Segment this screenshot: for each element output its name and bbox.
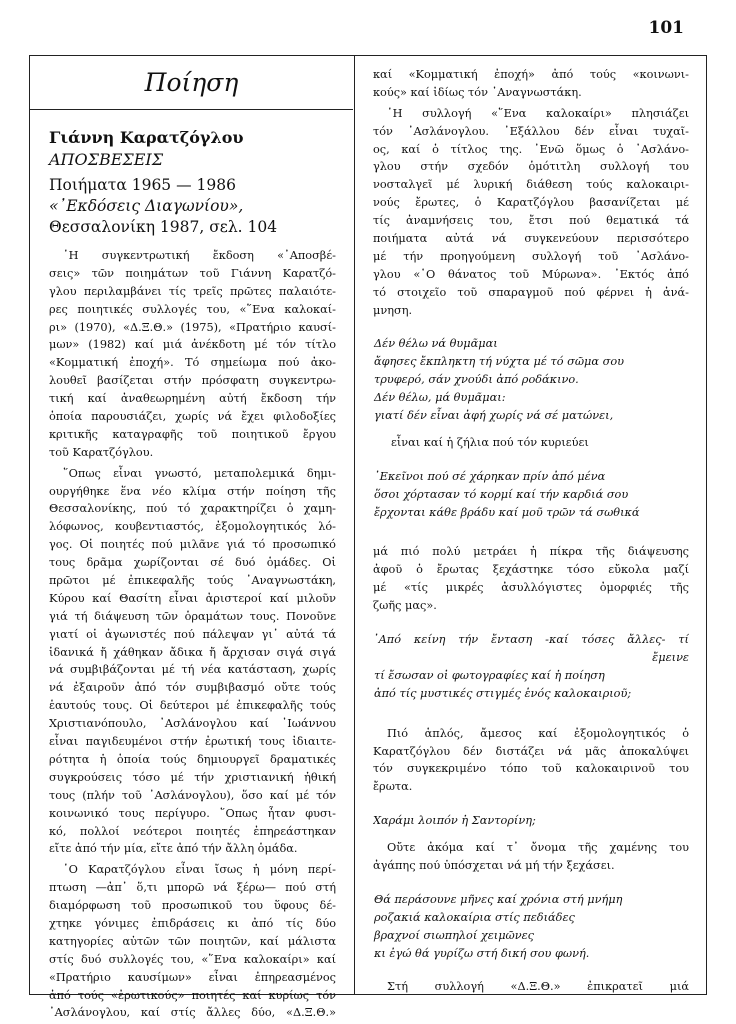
poem-line: ᾿Από κείνη τήν ἔνταση -καί τόσες ἄλλες- τί <box>373 633 689 647</box>
text-line: λόφωνος, κουβεντιαστός, ἐξομολογητικός λό- <box>49 520 336 534</box>
book-subtitle: Ποιήματα 1965 — 1986 <box>49 176 236 194</box>
text-line: τους δρᾶμα χωρίζονται σέ δυό ὁμάδες. Οἱ <box>49 556 336 570</box>
text-line: Πιό ἁπλός, ἄμεσος καί ἐξομολογητικός ὁ <box>387 726 689 740</box>
text-line: λουθεῖ βασίζεται στήν πρόσφατη συγκεντρω- <box>49 374 336 388</box>
text-line: μέ «τίς μικρές ἀσυλλόγιστες ὀμορφιές τῆς <box>373 581 689 595</box>
text-line: τίς ἀναμνήσεις του, ἔτσι πού θεματικά τά <box>373 214 689 228</box>
poem-line: βραχνοί σιωπηλοί χειμῶνες <box>374 928 535 942</box>
book-place-date: Θεσσαλονίκη 1987, σελ. 104 <box>49 218 278 236</box>
text-line: ῾Η συλλογή «῞Ενα καλοκαίρι» πλησιάζει <box>387 106 689 120</box>
text-line: γλου περιλαμβάνει τίς τρεῖς πρῶτες παλαιότε- <box>49 284 336 298</box>
text-line: εἶναι παγιδευμένοι στήν ἐρωτική τους ἰδιαιτε- <box>49 735 336 749</box>
text-line: ἰδανικά ἤ χάθηκαν ἄδικα ἤ ἄρχισαν σιγά σιγά <box>49 645 336 659</box>
text-line: νούς ἔρωτες, ὁ Καρατζόγλου βασανίζεται μέ <box>373 196 689 210</box>
text-line: τόν συγκεκριμένο τόπο τοῦ καλοκαιρινοῦ του <box>373 762 689 776</box>
quote-line: Χαράμι λοιπόν ἡ Σαντορίνη; <box>373 814 536 828</box>
text-line: νά συμβιβάζονται μέ τή νέα κατάσταση, χωρίς <box>49 663 336 677</box>
poem-line: Δέν θέλω νά θυμᾶμαι <box>374 337 498 351</box>
text-line: Χριστιανόπουλο, ᾿Ασλάνογλου καί ᾿Ιωάννου <box>49 717 336 731</box>
review-author: Γιάννη Καρατζόγλου <box>49 128 244 147</box>
text-line: ποιήματα αὐτά νά συγκενεύουν περισσότερο <box>373 232 689 246</box>
text-line: ος, καί ὁ τίτλος της. ᾿Ενῶ ὅμως ὁ ᾿Ασλάνο- <box>373 142 689 156</box>
text-line: γλου «῾Ο θάνατος τοῦ Μύρωνα». ᾿Εκτός ἀπό <box>373 267 689 281</box>
poem-line: Δέν θέλω, μά θυμᾶμαι: <box>374 391 506 405</box>
left-paragraph <box>49 247 336 462</box>
text-line: τό στοιχεῖο τοῦ σπαραγμοῦ πού φέρνει ἡ ἀνά- <box>373 285 689 299</box>
text-line: κριτικῆς καταγραφῆς τοῦ ποιητικοῦ ἔργου <box>49 427 336 441</box>
text-line: Οὔτε ἀκόμα καί τ᾿ ὄνομα τῆς χαμένης του <box>387 841 689 855</box>
text-line: ἔρωτα. <box>373 780 413 794</box>
text-line: μά πιό πολύ μετράει ἡ πίκρα τῆς διάψευσης <box>373 545 689 559</box>
poem-line: τρυφερό, σάν χνούδι ἀπό ροδάκινο. <box>374 373 579 387</box>
poem-line: ροζακιά καλοκαίρια στίς πεδιάδες <box>374 910 575 924</box>
text-line: χτηκε γόνιμες ἐπιδράσεις κι ἀπό τίς δύο <box>49 916 336 930</box>
poem-line: ἄφησες ἔκπληκτη τή νύχτα μέ τό σῶμα σου <box>374 355 624 369</box>
text-line: εἴτε ἀπό τήν μία, εἴτε ἀπό τήν ἄλλη ὁμάδα. <box>49 842 298 856</box>
text-line: ὁποία παρουσιάζει, χωρίς νά ἔχει φιλοδοξίες <box>49 410 336 424</box>
left-paragraph <box>49 861 336 1022</box>
text-line: ρότητα ἡ ὁποία τούς δημιουργεῖ δραματικές <box>49 752 336 766</box>
text-line: μων» (1982) καί μιά ἀνέκδοτη μέ τόν τίτλο <box>49 338 336 352</box>
poem-line: ἀπό τίς μυστικές στιγμές ἑνός καλοκαιριοῦ; <box>374 686 632 700</box>
text-line: «Πρατήριο καυσίμων» εἶναι ἐπηρεασμένος <box>49 970 336 984</box>
right-column <box>373 66 689 996</box>
text-line: στίς δυό συλλογές του, «῞Ενα καλοκαίρι» καί <box>49 952 336 966</box>
text-line: κατηγορίες αὐτῶν τῶν ποιητῶν, καί μάλιστα <box>49 934 336 948</box>
text-line: ουργήθηκε ἕνα νέο κλίμα στήν ποίηση τῆς <box>49 484 336 498</box>
text-line: γος. Οἱ ποιητές πού μιλᾶνε γιά τό προσωπικό <box>49 538 336 552</box>
text-line: εἶναι καί ἡ ζήλια πού τόν κυριεύει <box>391 435 589 449</box>
right-paragraph-4 <box>373 725 689 797</box>
right-paragraph-2 <box>373 105 689 320</box>
text-line: ἀγάπης πού ὑπόσχεται νά μή τήν ξεχάσει. <box>373 858 615 872</box>
poem-excerpt-2 <box>373 468 689 522</box>
text-line: διαμόρφωση τοῦ προσωπικοῦ του ὕφους δέ- <box>49 899 336 913</box>
text-line: ῾Ο Καρατζόγλου εἶναι ἴσως ἡ μόνη περί- <box>63 863 336 877</box>
text-line: τοῦ Καρατζόγλου. <box>49 445 154 459</box>
book-publisher: «᾿Εκδόσεις Διαγωνίου», <box>49 197 244 215</box>
text-line: νά ἐξαιροῦν ἀπό τόν συμβιβασμό οὔτε τούς <box>49 681 336 695</box>
text-line: καί «Κομματική ἐποχή» ἀπό τούς «κοινωνι- <box>373 68 689 81</box>
text-line: τική καί ἀναθεωρημένη αὐτή ἔκδοση τήν <box>49 392 336 406</box>
text-line: κούς» καί ἰδίως τόν ᾿Αναγνωστάκη. <box>373 85 582 99</box>
poem-line: Θά περάσουνε μῆνες καί χρόνια στή μνήμη <box>374 892 623 906</box>
text-line: τους (πλήν τοῦ ᾿Ασλάνογλου), ὅσο καί μέ τόν <box>49 788 336 802</box>
text-line: ρες ποιητικές συλλογές του, «῞Ενα καλοκαί- <box>49 302 336 316</box>
page-number: 101 <box>648 18 684 38</box>
poem-line: γιατί δέν εἶναι ἀφή χωρίς νά σέ ματώνει, <box>374 409 614 423</box>
right-paragraph-5 <box>373 839 689 875</box>
text-line: Κύρου καί Θασίτη εἶναι ἀριστεροί καί μιλοῦν <box>49 591 336 605</box>
text-line: γιατί οἱ ἀγωνιστές πού πάλεψαν γι᾿ αὐτά τά <box>49 627 336 641</box>
poem-excerpt-4 <box>373 891 689 963</box>
poem-line: κι ἐγώ θά γυρίζω στή δική σου φωνή. <box>374 946 590 960</box>
text-line: νοσταλγεῖ μέ λυρική διάθεση τούς καλοκαιρι- <box>373 178 689 192</box>
right-paragraph-3 <box>373 543 689 615</box>
text-line: ἀπό τούς «ἐρωτικούς» ποιητές καί κυρίως τόν <box>49 988 336 1002</box>
text-line: συγκρούσεις τόσο μέ τήν χριστιανική ἠθική <box>49 770 336 784</box>
text-line: κοινωνικό τους περίγυρο. ῞Οπως ἦταν φυσι- <box>49 806 336 820</box>
text-line: γιά τή διάψευση τῶν ὁραμάτων τους. Πονοῦνε <box>49 609 336 623</box>
left-body <box>49 247 336 1022</box>
text-line: «Κομματική ἐποχή». Τό σημείωμα πού ἀκο- <box>49 356 336 370</box>
text-line: ἑαυτούς τους. Οἱ δεύτεροι μέ ἐπικεφαλῆς τούς <box>49 699 336 713</box>
text-line: μνηση. <box>373 303 413 317</box>
column-divider <box>354 55 355 995</box>
text-line: ῞Οπως εἶναι γνωστό, μεταπολεμικά δημι- <box>63 466 336 480</box>
text-line: τόν ᾿Ασλάνογλου. ᾿Εξάλλου δέν εἶναι τυχαῖ- <box>373 124 689 138</box>
text-line: μέ τήν προηγούμενη συλλογή τοῦ ᾿Ασλάνο- <box>373 249 689 263</box>
section-title: Ποίηση <box>30 56 353 110</box>
poem-line: ᾿Εκεῖνοι πού σέ χάρηκαν πρίν ἀπό μένα <box>374 469 606 483</box>
poem-line: ὅσοι χόρτασαν τό κορμί καί τήν καρδιά σου <box>374 487 629 501</box>
poem-excerpt-3 <box>373 667 689 703</box>
text-line: ᾿Ασλάνογλου, καί στίς ἄλλες δύο, «Δ.Ξ.Θ.» <box>49 1006 336 1020</box>
poem-line: ἔρχονται κάθε βράδυ καί μοῦ τρῶν τά σωθικά <box>374 505 640 519</box>
text-line: ρι» (1970), «Δ.Ξ.Θ.» (1975), «Πρατήριο καυσί- <box>49 320 336 334</box>
poem-line-wrap: ἔμεινε <box>652 650 689 664</box>
text-line: Καρατζόγλου δέν διστάζει νά μᾶς ἀποκαλύψει <box>373 744 689 758</box>
right-top-paragraph <box>373 66 689 102</box>
closing-line: Στή συλλογή «Δ.Ξ.Θ.» ἐπικρατεῖ μιά <box>387 980 689 994</box>
text-line: ῾Η συγκεντρωτική ἔκδοση «᾿Αποσβέ- <box>63 249 336 262</box>
poem-line: τί ἔσωσαν οἱ φωτογραφίες καί ἡ ποίηση <box>374 668 605 682</box>
text-line: ζωῆς μας». <box>373 599 437 613</box>
text-line: πτωση —ἀπ᾿ ὅ,τι μπορῶ νά ξέρω— πού στή <box>49 881 336 895</box>
text-line: Θεσσαλονίκης, πού τό χαρακτηρίζει ὁ χαμη- <box>49 502 336 516</box>
text-line: πρῶτοι μέ ἐπικεφαλῆς τούς ᾿Αναγνωστάκη, <box>49 574 336 588</box>
text-line: κό, πολλοί νεότεροι ποιητές ἐπηρεάστηκαν <box>49 824 336 838</box>
text-line: γλου στήν σχεδόν ὁμότιτλη συλλογή του <box>373 160 689 174</box>
left-column <box>49 127 336 1022</box>
text-line: σεις» τῶν ποιημάτων τοῦ Γιάννη Καρατζό- <box>49 266 336 280</box>
left-paragraph <box>49 465 336 859</box>
text-line: ἀφοῦ ὁ ἔρωτας ξεχάστηκε τόσο εὔκολα μαζί <box>373 563 689 577</box>
poem-excerpt-1 <box>373 335 689 424</box>
book-title: ΑΠΟΣΒΕΣΕΙΣ <box>49 150 163 169</box>
